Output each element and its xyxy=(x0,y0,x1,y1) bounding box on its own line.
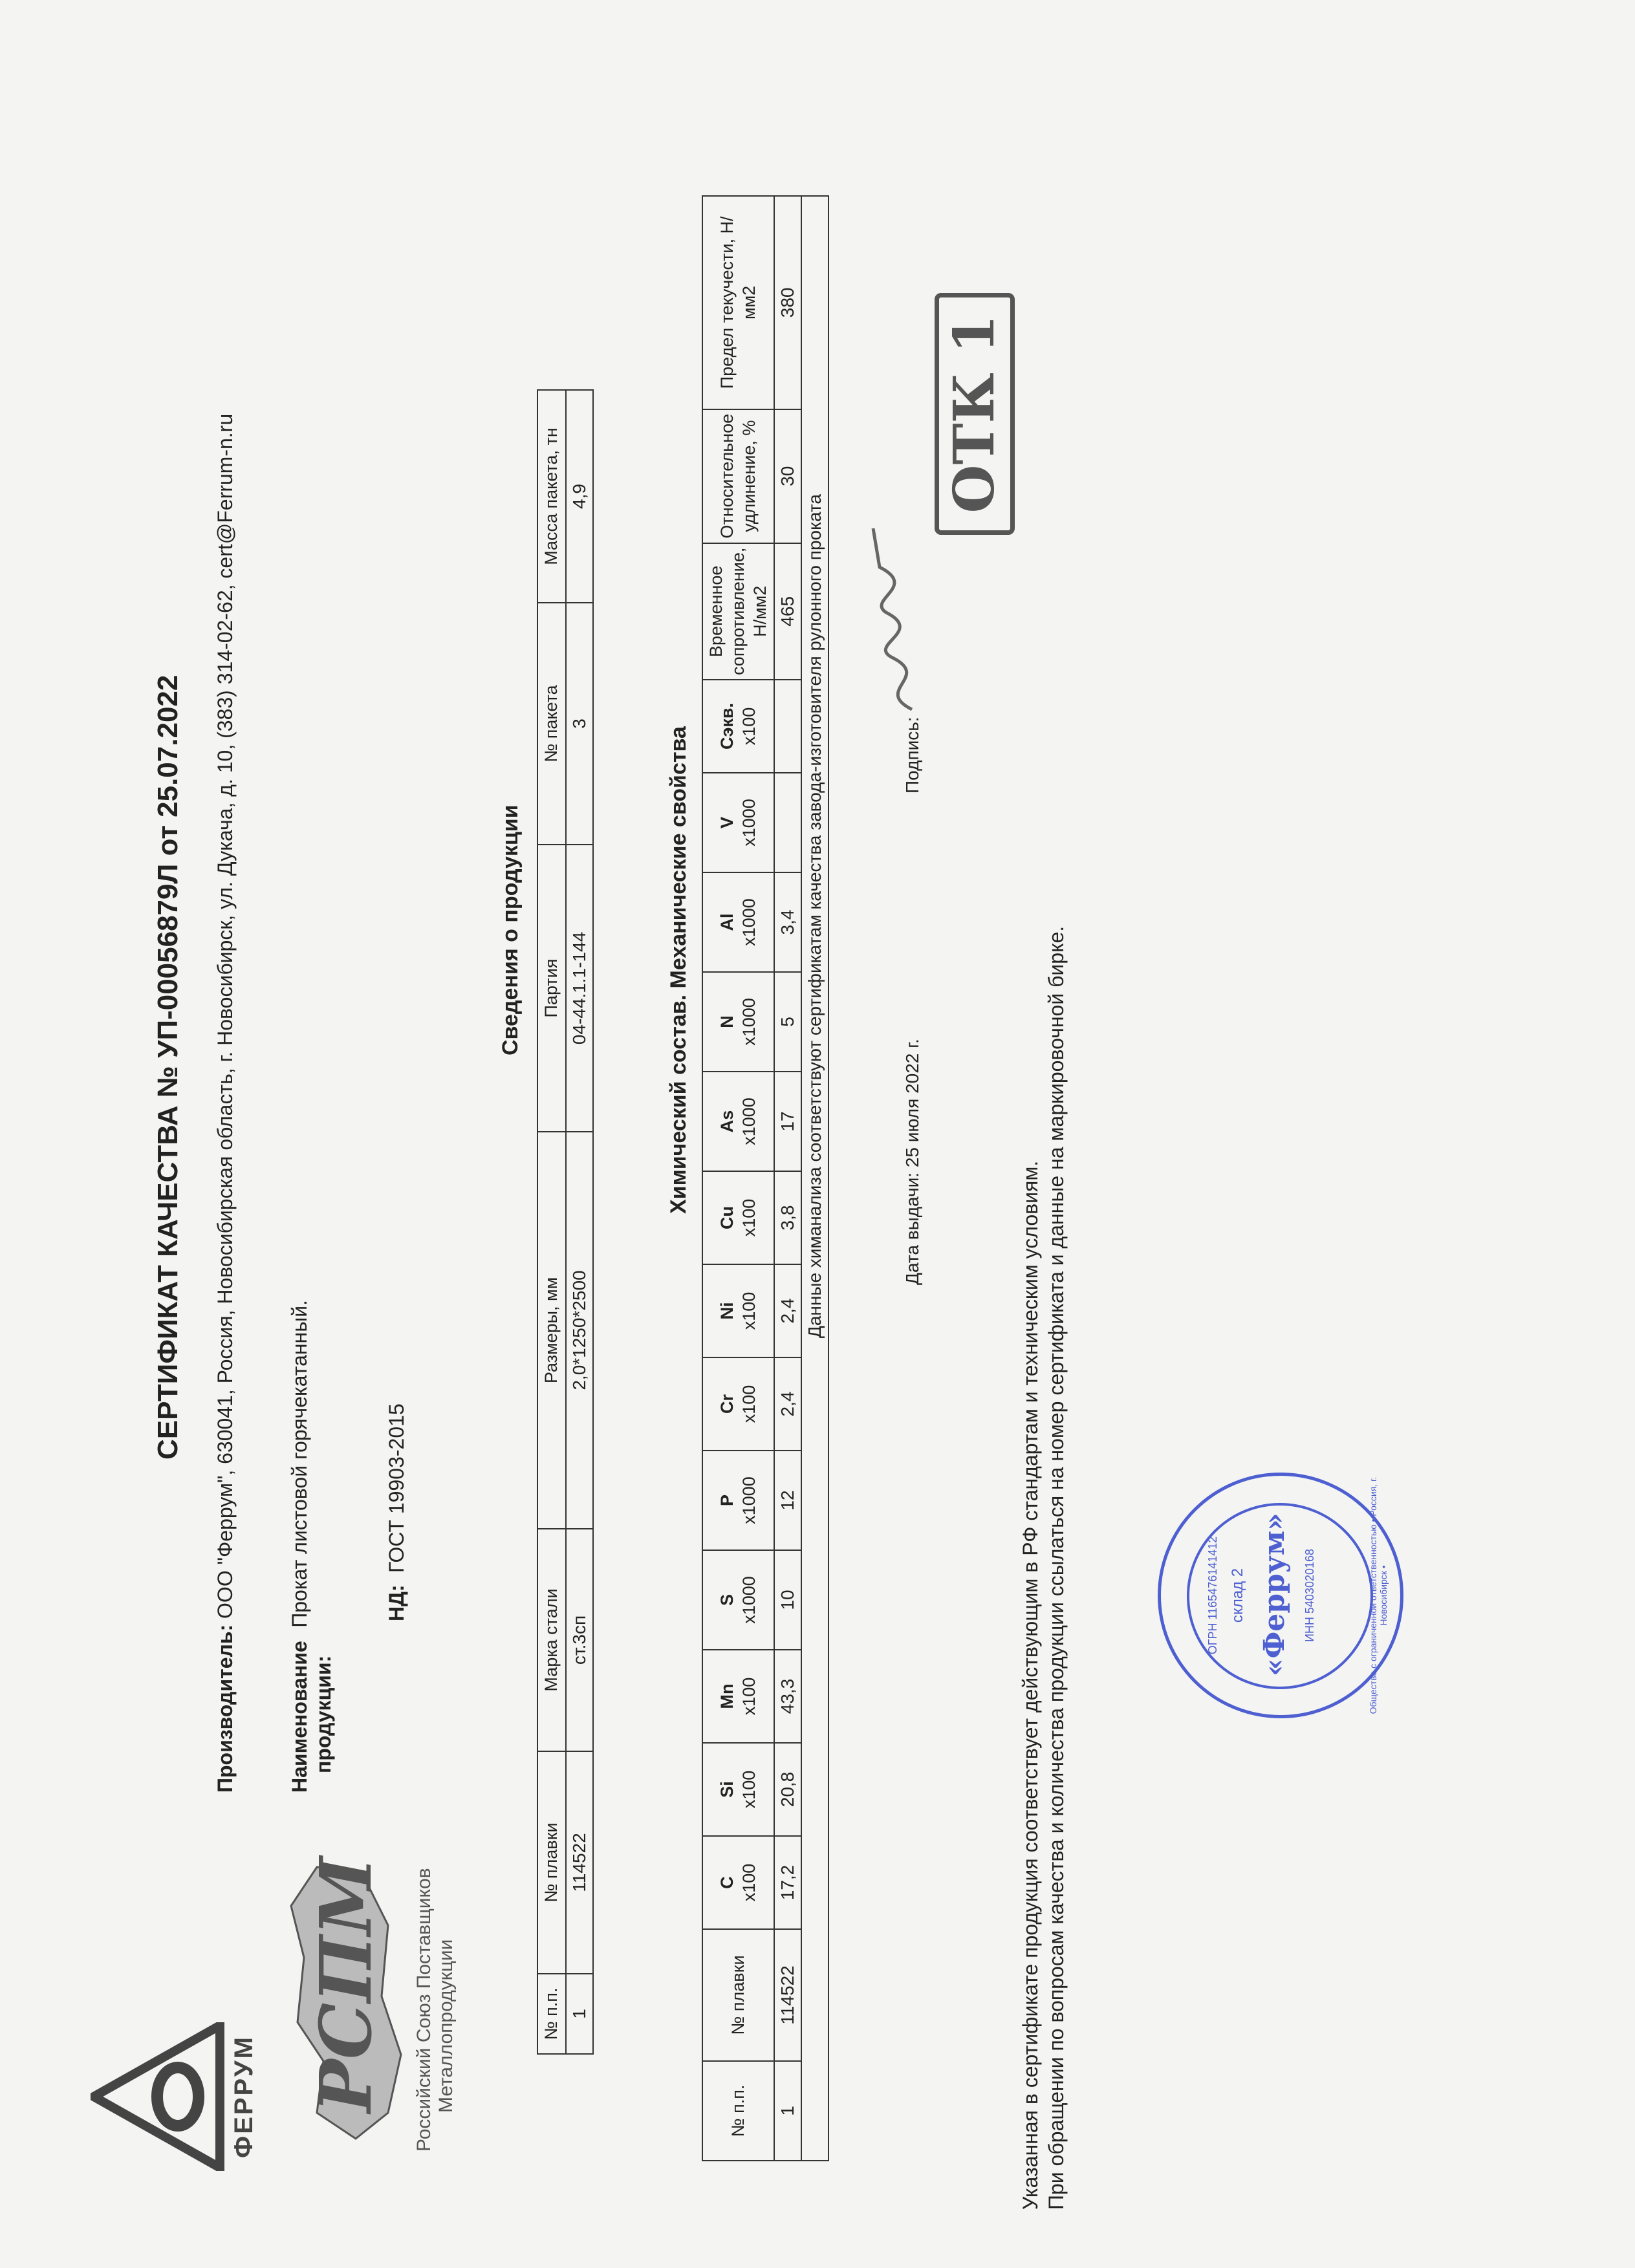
product-name-label: Наименование xyxy=(288,1641,311,1793)
table-cell: 12 xyxy=(774,1451,801,1550)
column-header: Mn x100 xyxy=(702,1650,774,1743)
product-info-table xyxy=(537,389,594,2055)
column-header: Партия xyxy=(537,845,566,1132)
column-header: Масса пакета, тн xyxy=(537,390,566,603)
table-cell: 17 xyxy=(774,1072,801,1171)
issue-date: Дата выдачи: 25 июля 2022 г. xyxy=(902,1039,922,1285)
footer-line-2: При обращении по вопросам качества и количества продукции ссылаться на номер сертификата и данные на маркировочной бирке. xyxy=(1045,925,1068,2210)
producer-value: ООО "Феррум", 630041, Россия, Новосибирская область, г. Новосибирск, ул. Дукача, д. 10, (383) 314-02-62, cert@Ferrum-n.ru xyxy=(213,413,237,1619)
table-cell: 43,3 xyxy=(774,1650,801,1743)
column-header: № плавки xyxy=(537,1751,566,1974)
table-cell: 5 xyxy=(774,972,801,1072)
seal-name: «Феррум» xyxy=(1258,1513,1291,1676)
column-header: № п.п. xyxy=(702,2061,774,2161)
ferrum-brand-text: ФЕРРУМ xyxy=(230,2035,258,2158)
table-cell: 20,8 xyxy=(774,1743,801,1836)
table-cell: 1 xyxy=(566,1974,593,2054)
table-cell: 3 xyxy=(566,603,593,845)
product-name-label-2: продукции: xyxy=(312,1655,335,1773)
chem-heading: Химический состав. Механические свойства xyxy=(666,726,691,1214)
column-header: Временное сопротивление, Н/мм2 xyxy=(702,543,774,680)
nd-value: ГОСТ 19903-2015 xyxy=(385,1403,408,1573)
table-cell: 114522 xyxy=(566,1751,593,1974)
table-cell xyxy=(774,773,801,872)
table-cell: 2,4 xyxy=(774,1357,801,1451)
signature-label: Подпись: xyxy=(902,717,922,794)
otk-stamp: ОТК 1 xyxy=(935,293,1015,535)
column-header: P x1000 xyxy=(702,1451,774,1550)
column-header: V x1000 xyxy=(702,773,774,872)
signature-icon xyxy=(860,522,938,716)
table-cell: 10 xyxy=(774,1550,801,1650)
column-header: Cu x100 xyxy=(702,1171,774,1264)
column-header: Относительное удлинение, % xyxy=(702,409,774,543)
seal-inn: ИНН 5403020168 xyxy=(1303,1548,1316,1643)
union-name-line1: Российский Союз Поставщиков xyxy=(413,1868,435,2152)
column-header: Предел текучести, Н/мм2 xyxy=(702,196,774,409)
footer-line-1: Указанная в сертификате продукция соответствует действующим в РФ стандартам и техническим условиям. xyxy=(1019,1160,1042,2210)
table-header-row xyxy=(537,390,566,2054)
table-cell: 3,4 xyxy=(774,872,801,972)
table-cell: 17,2 xyxy=(774,1836,801,1929)
column-header: Al x1000 xyxy=(702,872,774,972)
column-header: Ni x100 xyxy=(702,1264,774,1357)
table-cell: 465 xyxy=(774,543,801,680)
seal-ogrn: ОГРН 1165476141412 xyxy=(1206,1536,1219,1655)
column-header: C x100 xyxy=(702,1836,774,1929)
table-cell: ст.3сп xyxy=(566,1529,593,1751)
table-cell: 4,9 xyxy=(566,390,593,603)
table-cell: 380 xyxy=(774,196,801,409)
column-header: № плавки xyxy=(702,1929,774,2061)
seal-dept: склад 2 xyxy=(1229,1568,1246,1623)
column-header: Cr x100 xyxy=(702,1357,774,1451)
seal-ring-text: Общество с ограниченной ответственностью • Россия, г. Новосибирск • xyxy=(1368,1476,1389,1714)
table-cell: 114522 xyxy=(774,1929,801,2061)
table-note-row xyxy=(801,196,828,2161)
table-cell: 1 xyxy=(774,2061,801,2161)
chem-note: Данные химанализа соответствуют сертификатам качества завода-изготовителя рулонного проката xyxy=(801,196,828,2161)
table-cell xyxy=(774,680,801,773)
product-name-value: Прокат листовой горячекатанный. xyxy=(288,1300,311,1628)
nd-label: НД: xyxy=(385,1584,408,1621)
column-header: № пакета xyxy=(537,603,566,845)
product-info-heading: Сведения о продукции xyxy=(498,805,523,1055)
table-cell: 3,8 xyxy=(774,1171,801,1264)
column-header: As x1000 xyxy=(702,1072,774,1171)
table-cell: 2,4 xyxy=(774,1264,801,1357)
column-header: Размеры, мм xyxy=(537,1132,566,1529)
column-header: Si x100 xyxy=(702,1743,774,1836)
table-header-row xyxy=(702,196,774,2161)
producer-line xyxy=(213,414,237,1793)
column-header: № п.п. xyxy=(537,1974,566,2054)
nd-line xyxy=(385,1403,409,1621)
union-name-line2: Металлопродукции xyxy=(435,1939,457,2113)
ferrum-logo xyxy=(91,2016,259,2171)
product-name-block xyxy=(288,1300,336,1793)
table-cell: 04-44.1.1-144 xyxy=(566,845,593,1132)
table-row xyxy=(566,390,593,2054)
producer-label: Производитель: xyxy=(213,1624,237,1793)
rspm-logo xyxy=(278,1854,457,2152)
column-header: N x1000 xyxy=(702,972,774,1072)
column-header: S x1000 xyxy=(702,1550,774,1650)
table-row xyxy=(774,196,801,2161)
chem-table xyxy=(702,195,829,2161)
table-cell: 2,0*1250*2500 xyxy=(566,1132,593,1529)
company-seal xyxy=(1158,1473,1403,1718)
column-header: Марка стали xyxy=(537,1529,566,1751)
certificate-title: СЕРТИФИКАТ КАЧЕСТВА № УП-00056879Л от 25.07.2022 xyxy=(152,675,184,1460)
rspm-logo-text: РСПМ xyxy=(304,1857,387,2113)
ferrum-triangle-icon xyxy=(91,2022,226,2171)
column-header: Сэкв. x100 xyxy=(702,680,774,773)
table-cell: 30 xyxy=(774,409,801,543)
